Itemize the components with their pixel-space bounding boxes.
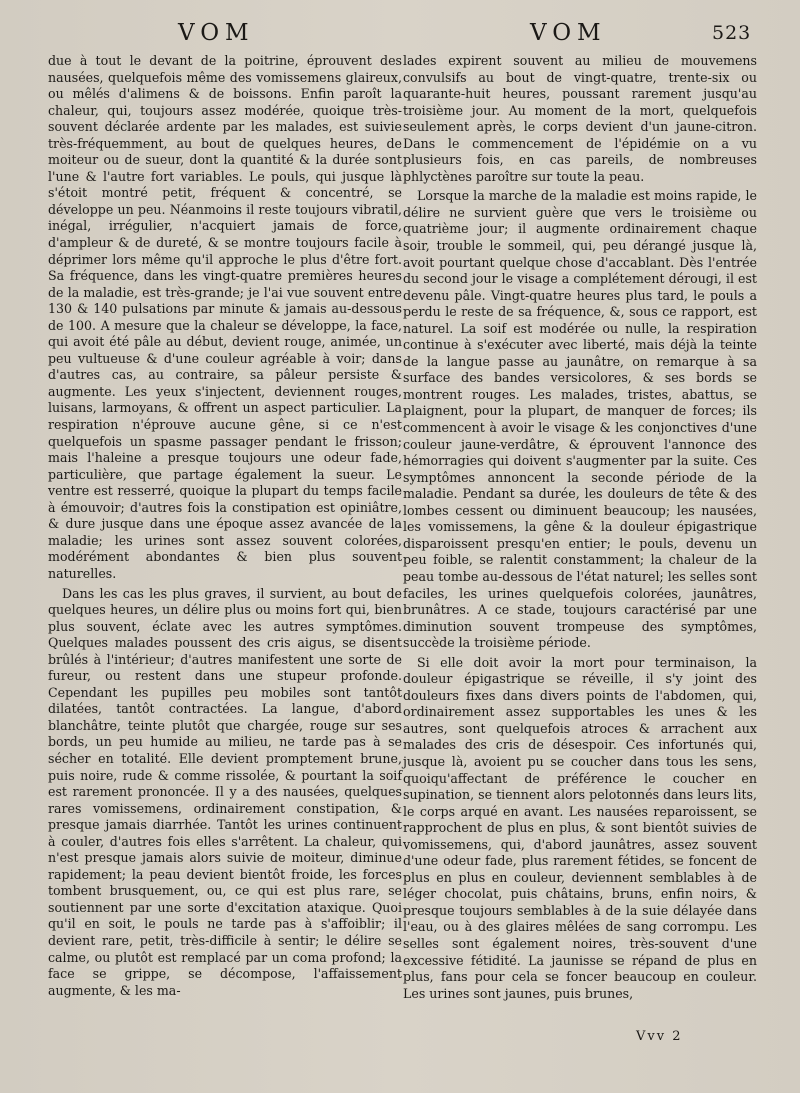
paragraph: due à tout le devant de la poitrine, éprouvent des nausées, quelquefois même des vomissemens glaireux, ou mêlés d'alimens & de boissons. Enfin paroît la chaleur, qui, toujours assez modérée, quoique très-souvent déclarée ardente par les malades, est suivie très-fréquemment, au bout de quelques heures, de moiteur ou de sueur, dont la quantité & la durée sont l'une & l'autre fort variables. Le pouls, qui jusque là s'étoit montré petit, fréquent & concentré, se développe un peu. Néanmoins il reste toujours vibratil, inégal, irrégulier, n'acquiert jamais de force, d'ampleur & de dureté, & se montre toujours facile à déprimer lors même qu'il approche le plus d'être fort. Sa fréquence, dans les vingt-quatre premières heures de la maladie, est très-grande; je l'ai vue souvent entre 130 & 140 pulsations par minute & jamais au-dessous de 100. A mesure que la chaleur se développe, la face, qui avoit été pâle au début, devient rouge, animée, un peu vultueuse & d'une couleur agréable à voir; dans d'autres cas, au contraire, sa pâleur persiste & augmente. Les yeux s'injectent, deviennent rouges, luisans, larmoyans, & offrent un aspect particulier. La respiration n'éprouve aucune gêne, si ce n'est quelquefois un spasme passager pendant le frisson; mais l'haleine a presque toujours une odeur fade, particulière, que partage également la sueur. Le ventre est resserré, quoique la plupart du temps facile à émouvoir; d'autres fois la constipation est opiniâtre, & dure jusque dans une époque assez avancée de la maladie; les urines sont assez souvent colorées, modérément abondantes & bien plus souvent naturelles. <box>48 53 402 581</box>
right-column <box>403 53 757 1002</box>
paragraph: Lorsque la marche de la maladie est moins rapide, le délire ne survient guère que vers le troisième ou quatrième jour; il augmente ordinairement chaque soir, trouble le sommeil, qui, peu dérangé jusque là, avoit pourtant quelque chose d'accablant. Dès l'entrée du second jour le visage a complétement dérougi, il est devenu pâle. Vingt-quatre heures plus tard, le pouls a perdu le reste de sa fréquence, &, sous ce rapport, est naturel. La soif est modérée ou nulle, la respiration continue à s'exécuter avec liberté, mais déjà la teinte de la langue passe au jaunâtre, on remarque à sa surface des bandes versicolores, & ses bords se montrent rouges. Les malades, tristes, abattus, se plaignent, pour la plupart, de manquer de forces; ils commencent à avoir le visage & les conjonctives d'une couleur jaune-verdâtre, & éprouvent l'annonce des hémorragies qui doivent s'augmenter par la suite. Ces symptômes annoncent la seconde période de la maladie. Pendant sa durée, les douleurs de tête & des lombes cessent ou diminuent beaucoup; les nausées, les vomissemens, la gêne & la douleur épigastrique disparoissent presqu'en entier; le pouls, devenu un peu foible, se ralentit constamment; la chaleur de la peau tombe au-dessous de l'état naturel; les selles sont faciles, les urines quelquefois colorées, jaunâtres, brunâtres. A ce stade, toujours caractérisé par une diminution souvent trompeuse des symptômes, succède la troisième période. <box>403 188 757 651</box>
paragraph: Si elle doit avoir la mort pour terminaison, la douleur épigastrique se réveille, il s'y joint des douleurs fixes dans divers points de l'abdomen, qui, ordinairement assez supportables les unes & les autres, sont quelquefois atroces & arrachent aux malades des cris de désespoir. Ces infortunés qui, jusque là, avoient pu se coucher dans tous les sens, quoiqu'affectant de préférence le coucher en supination, se tiennent alors pelotonnés dans leurs lits, le corps arqué en avant. Les nausées reparoissent, se rapprochent de plus en plus, & sont bientôt suivies de vomissemens, qui, d'abord jaunâtres, assez souvent d'une odeur fade, plus rarement fétides, se foncent de plus en plus en couleur, deviennent semblables à de léger chocolat, puis châtains, bruns, enfin noirs, & presque toujours semblables à de la suie délayée dans l'eau, ou à des glaires mêlées de sang corrompu. Les selles sont également noires, très-souvent d'une excessive fétidité. La jaunisse se répand de plus en plus, fans pour cela se foncer beaucoup en couleur. Les urines sont jaunes, puis brunes, <box>403 654 757 1001</box>
signature-mark: Vvv 2 <box>636 1029 683 1044</box>
left-column <box>48 53 402 999</box>
running-header <box>0 20 800 50</box>
header-right-word: VOM <box>530 20 607 46</box>
paragraph: lades expirent souvent au milieu de mouvemens convulsifs au bout de vingt-quatre, trente-six ou quarante-huit heures, poussant rarement jusqu'au troisième jour. Au moment de la mort, quelquefois seulement après, le corps devient d'un jaune-citron. Dans le commencement de l'épidémie on a vu plusieurs fois, en cas pareils, de nombreuses phlyctènes paroître sur toute la peau. <box>403 53 757 184</box>
header-left-word: VOM <box>178 20 255 46</box>
paragraph: Dans les cas les plus graves, il survient, au bout de quelques heures, un délire plus ou moins fort qui, bien plus souvent, éclate avec les autres symptômes. Quelques malades poussent des cris aigus, se disent brûlés à l'intérieur; d'autres manifestent une sorte de fureur, ou restent dans une stupeur profonde. Cependant les pupilles peu mobiles sont tantôt dilatées, tantôt contractées. La langue, d'abord blanchâtre, teinte plutôt que chargée, rouge sur ses bords, un peu humide au milieu, ne tarde pas à se sécher en totalité. Elle devient promptement brune, puis noire, rude & comme rissolée, & pourtant la soif est rarement prononcée. Il y a des nausées, quelques rares vomissemens, ordinairement constipation, & presque jamais diarrhée. Tantôt les urines continuent à couler, d'autres fois elles s'arrêtent. La chaleur, qui n'est presque jamais alors suivie de moiteur, diminue rapidement; la peau devient bientôt froide, les forces tombent brusquement, ou, ce qui est plus rare, se soutiennent par une sorte d'excitation ataxique. Quoi qu'il en soit, le pouls ne tarde pas à s'affoiblir; il devient rare, petit, très-difficile à sentir; le délire se calme, ou plutôt est remplacé par un coma profond; la face se grippe, se décompose, l'affaissement augmente, & les ma- <box>48 585 402 998</box>
page-number: 523 <box>712 22 752 44</box>
